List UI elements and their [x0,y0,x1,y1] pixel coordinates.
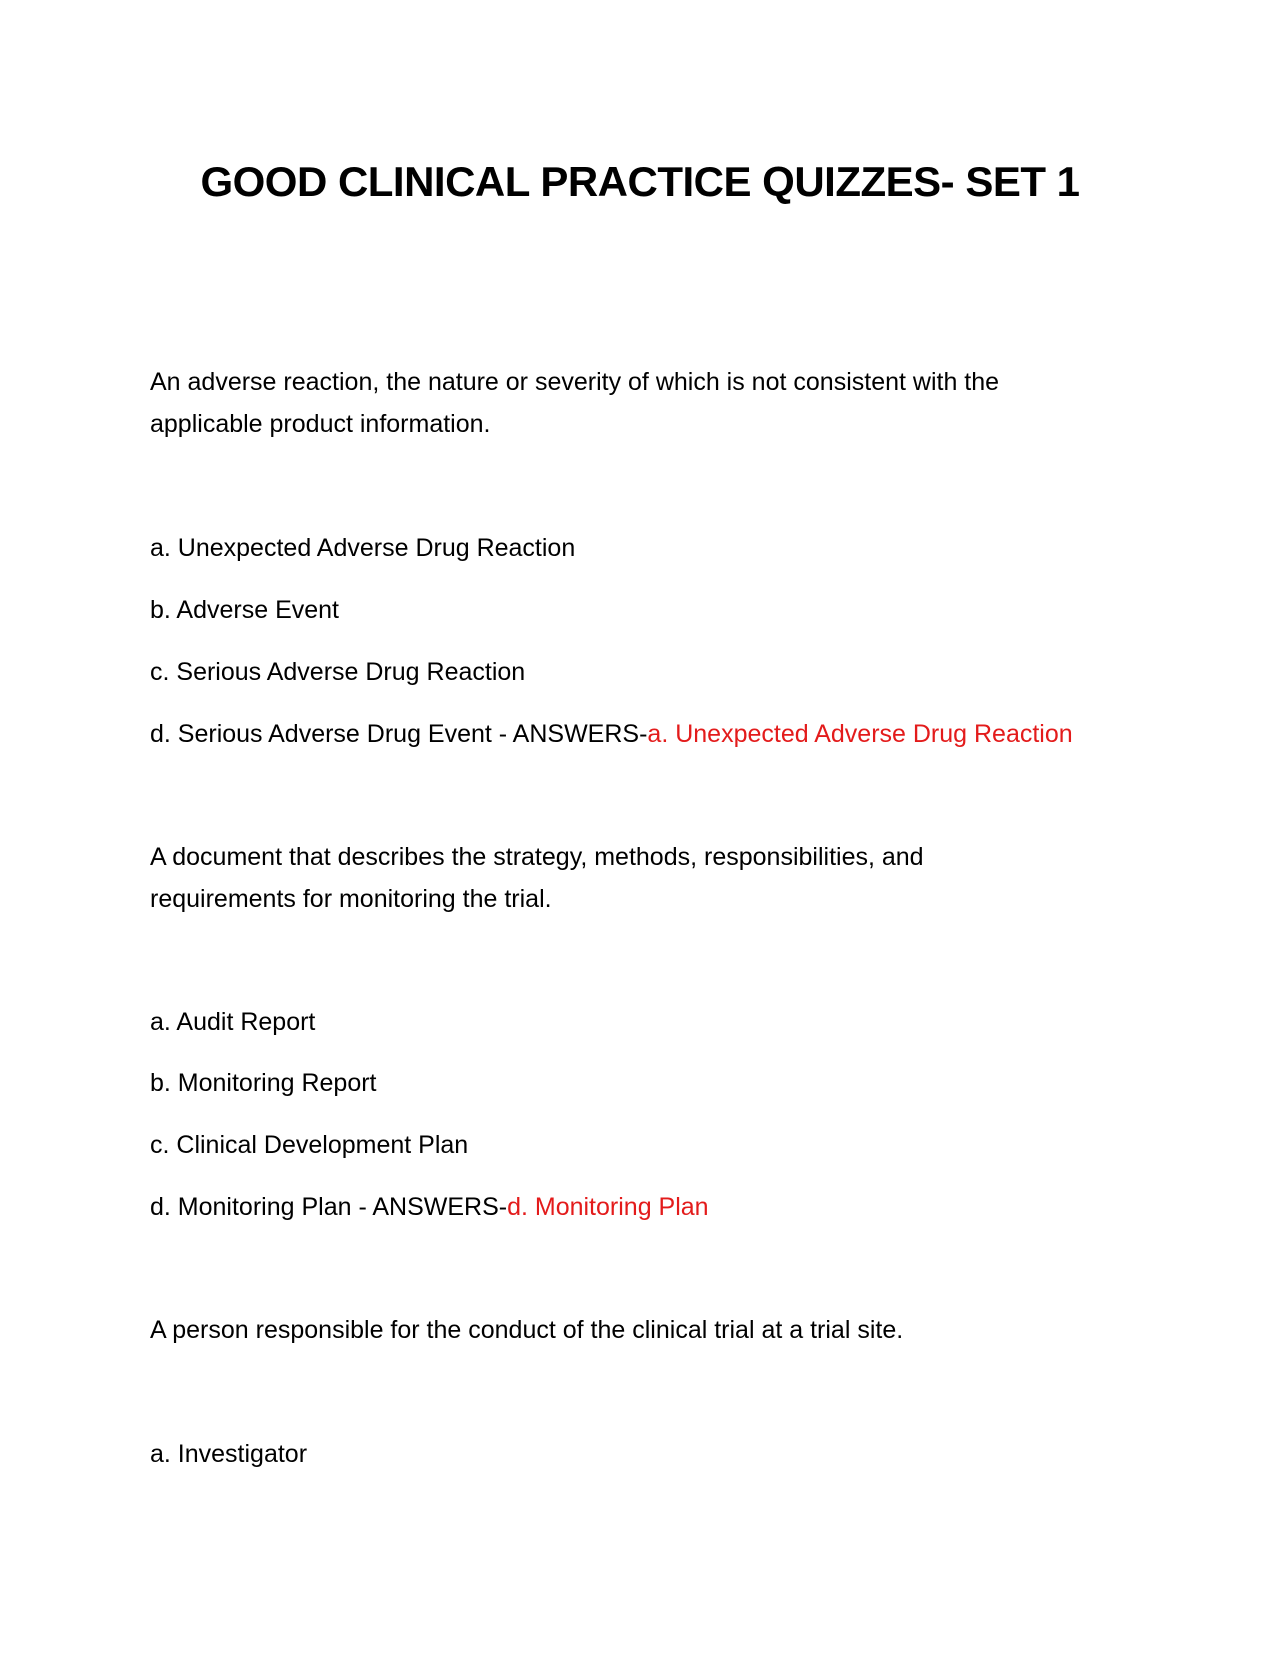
question-3-prompt-line-1: A person responsible for the conduct of the clinical trial at a trial site. [150,1316,904,1344]
question-1-option-d-with-answer [150,714,1073,754]
question-1-option-a: a. Unexpected Adverse Drug Reaction [150,534,576,562]
question-1-option-d: d. Serious Adverse Drug Event - ANSWERS- [150,720,648,748]
question-1-option-c: c. Serious Adverse Drug Reaction [150,658,526,686]
question-1-prompt-line-2: applicable product information. [150,410,491,438]
question-1-answer: a. Unexpected Adverse Drug Reaction [647,720,1073,748]
question-2-option-b: b. Monitoring Report [150,1069,377,1097]
question-2-option-a: a. Audit Report [150,1008,316,1036]
question-2-answer: d. Monitoring Plan [507,1193,709,1221]
question-2-option-d: d. Monitoring Plan - ANSWERS- [150,1193,508,1221]
question-1-prompt-line-1: An adverse reaction, the nature or severity of which is not consistent with the [150,368,1000,396]
question-2-option-d-with-answer [150,1187,709,1227]
question-1-option-b: b. Adverse Event [150,596,340,624]
question-3-option-a: a. Investigator [150,1440,308,1468]
question-2-prompt-line-2: requirements for monitoring the trial. [150,885,552,913]
question-2-prompt-line-1: A document that describes the strategy, methods, responsibilities, and [150,843,924,871]
question-2-option-c: c. Clinical Development Plan [150,1131,469,1159]
page-title: GOOD CLINICAL PRACTICE QUIZZES- SET 1 [200,158,1080,205]
